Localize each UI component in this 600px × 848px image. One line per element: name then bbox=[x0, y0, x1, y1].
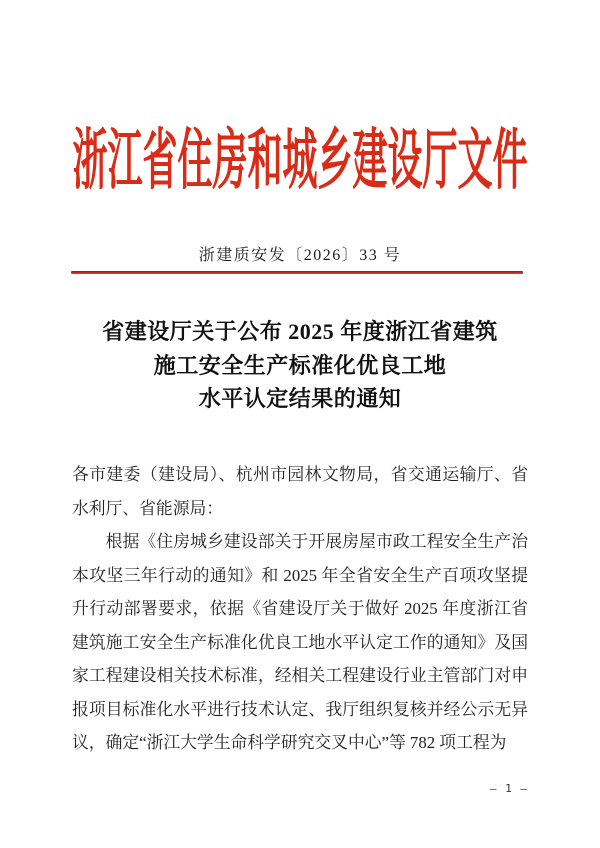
notice-title-line-2: 施工安全生产标准化优良工地 bbox=[153, 352, 447, 378]
agency-header bbox=[0, 124, 600, 198]
notice-title bbox=[0, 315, 600, 416]
notice-title-line-1: 省建设厅关于公布 2025 年度浙江省建筑 bbox=[102, 319, 498, 344]
body-paragraph: 根据《住房城乡建设部关于开展房屋市政工程安全生产治本攻坚三年行动的通知》和 2025 年全省安全生产百项攻坚提升行动部署要求，依据《省建设厅关于做好 2025 年度浙江省建筑施工安全生产标准化优良工地水平认定工作的通知》及国家工程建设相关技术标准，经相关工程建设行业主管部门对申报项目标准化水平进行技术认定、我厅组织复核并经公示无异议，确定“浙江大学生命科学研究交叉中心”等 782 项工程为 bbox=[72, 532, 528, 752]
notice-body bbox=[72, 458, 528, 760]
agency-header-text: 浙江省住房和城乡建设厅文件 bbox=[72, 124, 528, 198]
notice-title-line-3: 水平认定结果的通知 bbox=[198, 386, 402, 411]
red-divider-line bbox=[71, 271, 523, 274]
salutation: 各市建委（建设局）、杭州市园林文物局，省交通运输厅、省水利厅、省能源局： bbox=[72, 465, 528, 518]
doc-number: 浙建质安发〔2026〕33 号 bbox=[198, 247, 402, 264]
page-number: — 1 — bbox=[489, 782, 528, 795]
